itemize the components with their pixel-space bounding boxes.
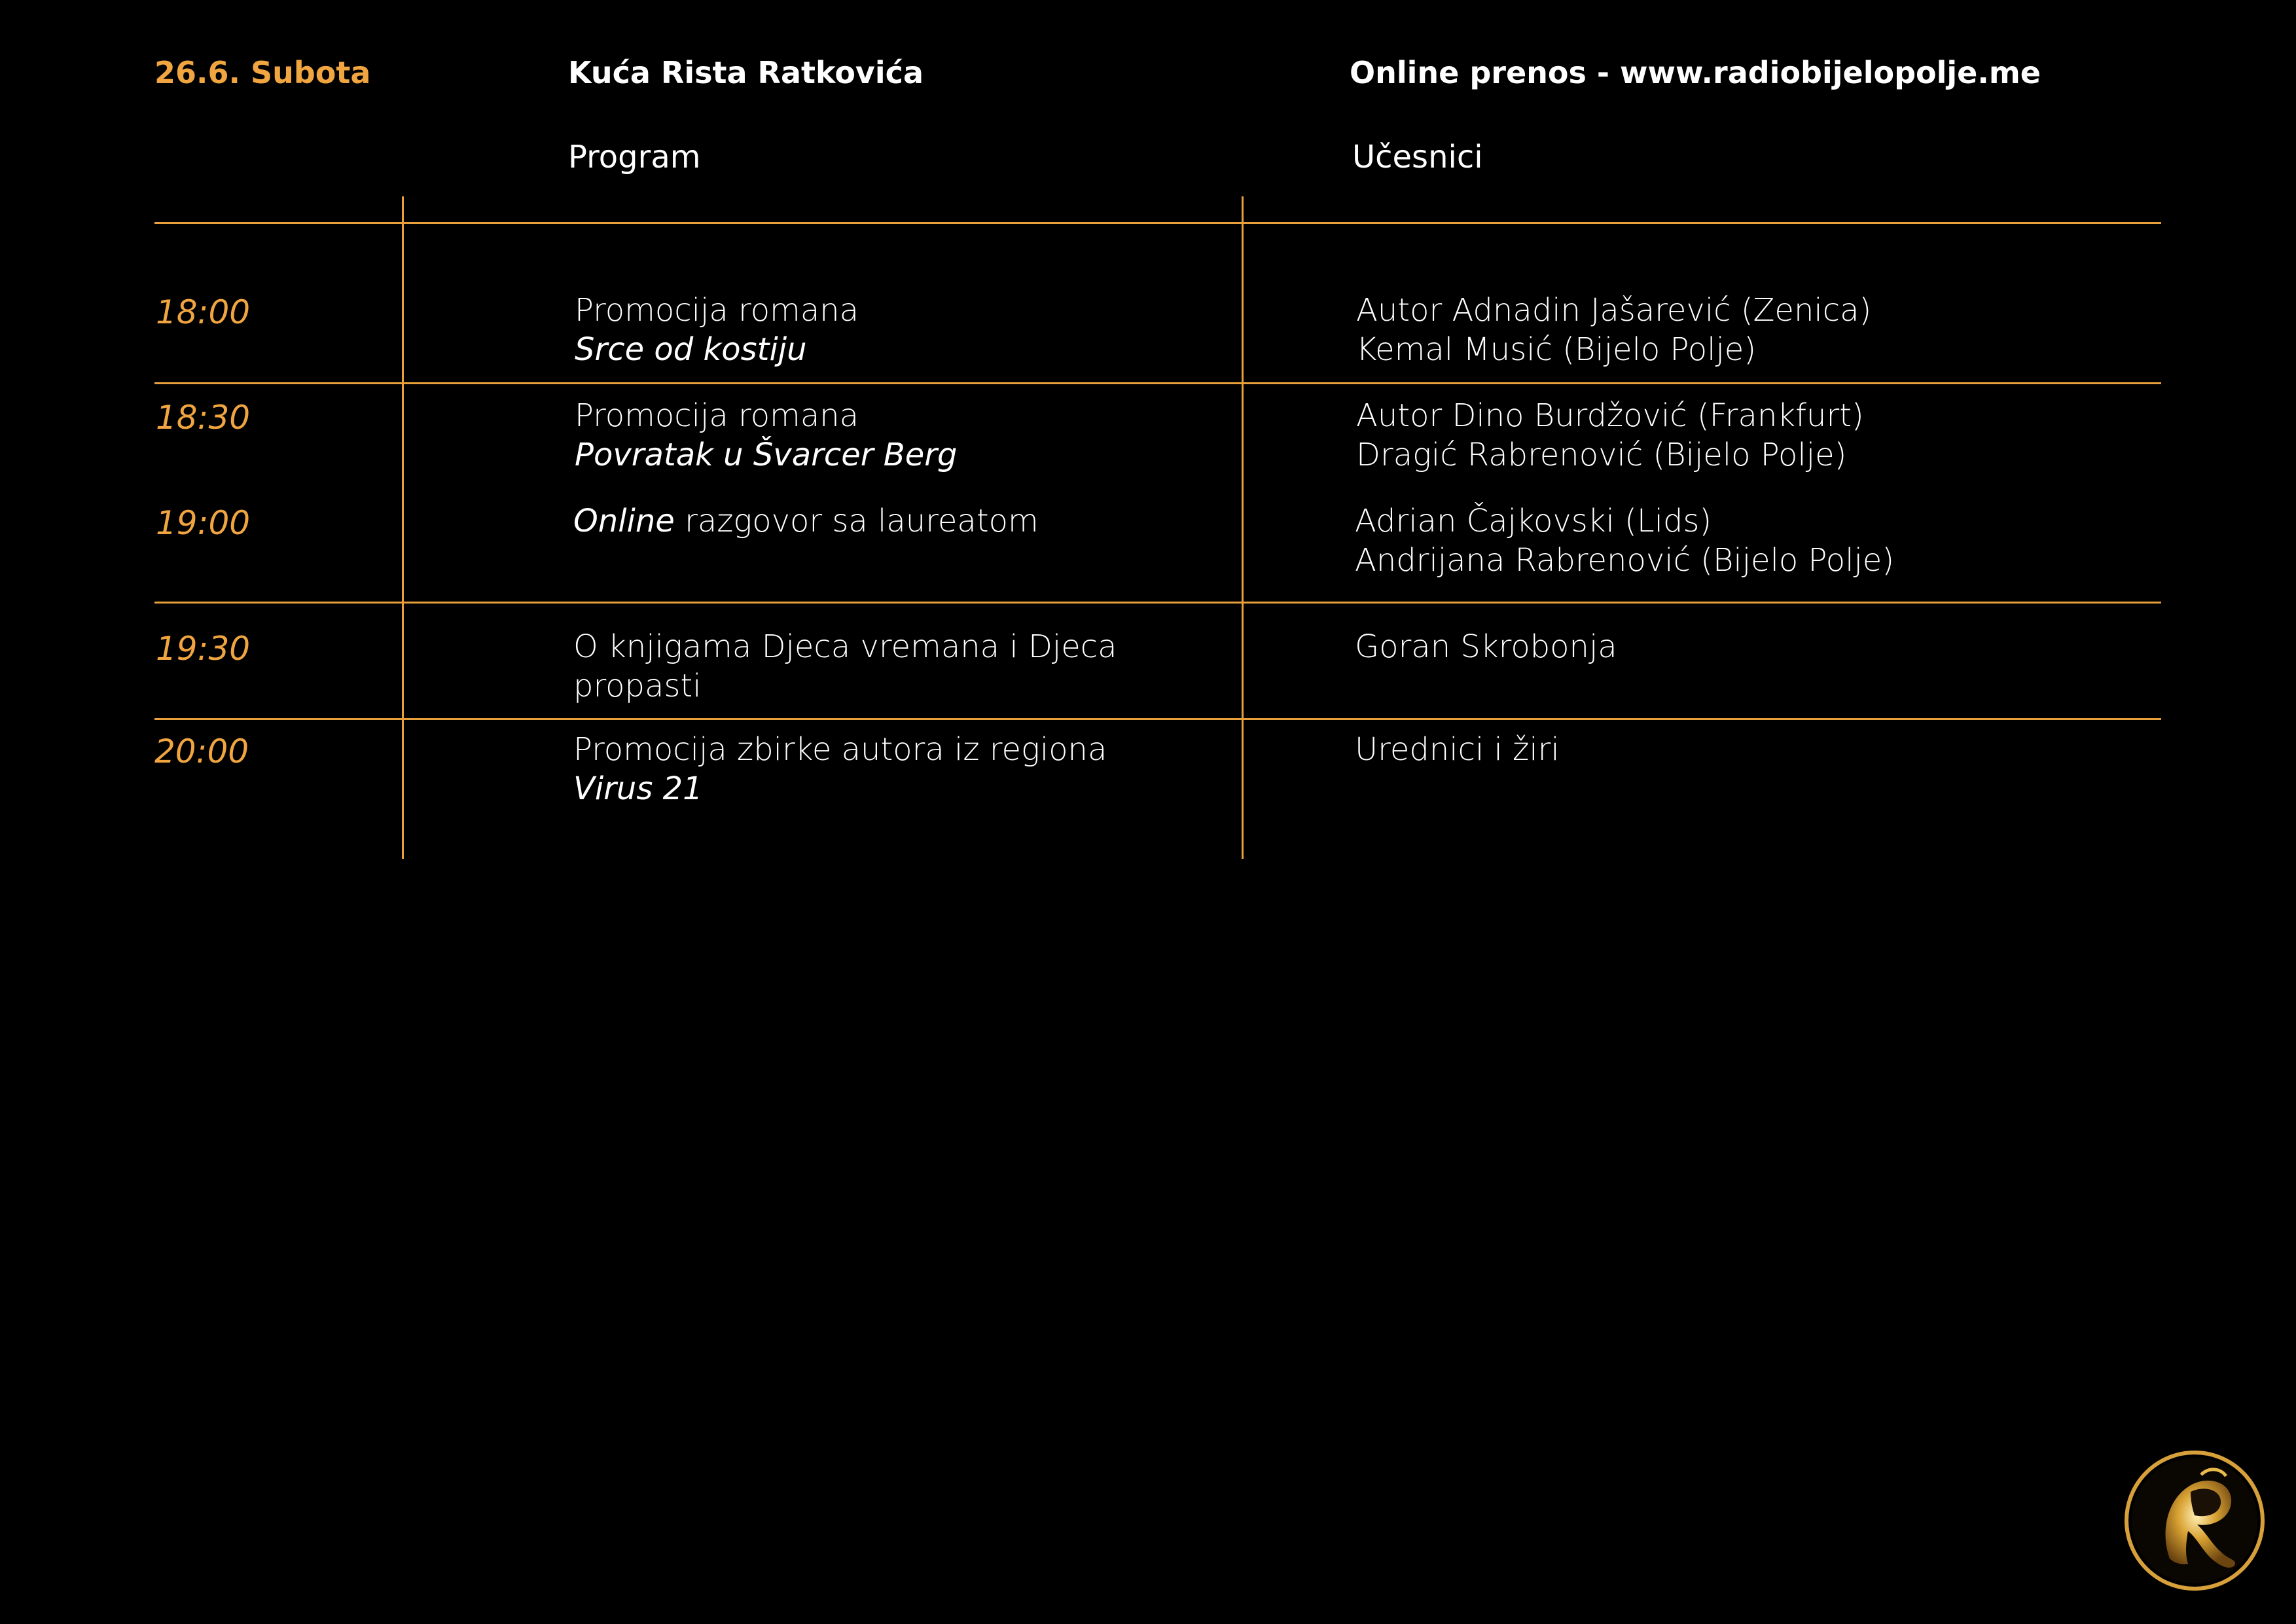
program-text: Promocija zbirke autora iz regiona: [573, 731, 1107, 768]
row-program: [573, 627, 1117, 706]
column-header-participants: Učesnici: [1352, 139, 1483, 175]
venue-title: Kuća Rista Ratkovića: [568, 55, 924, 90]
participant: Urednici i žiri: [1355, 731, 1560, 768]
participant: Kemal Musić (Bijelo Polje): [1356, 331, 1757, 368]
program-title: Srce od kostiju: [575, 331, 807, 368]
participant: Goran Skrobonja: [1355, 628, 1617, 665]
row-divider: [154, 602, 2161, 604]
row-participants: [1355, 730, 1560, 769]
row-program: [573, 730, 1107, 808]
participant: Dragić Rabrenović (Bijelo Polje): [1356, 437, 1847, 473]
row-time: 19:00: [156, 504, 251, 542]
row-participants: [1356, 291, 1871, 369]
row-participants: [1355, 627, 1617, 666]
program-title: Virus 21: [573, 770, 703, 807]
program-text: Promocija romana: [575, 397, 859, 434]
program-text: razgovor sa laureatom: [674, 503, 1039, 539]
participant: Autor Dino Burdžović (Frankfurt): [1356, 397, 1864, 434]
participant: Adrian Čajkovski (Lids): [1355, 503, 1712, 539]
row-divider: [154, 718, 2161, 720]
table-header-divider: [154, 222, 2161, 224]
row-program: [575, 291, 859, 369]
event-date: 26.6. Subota: [154, 55, 371, 90]
program-title: Povratak u Švarcer Berg: [575, 437, 958, 473]
participant: Andrijana Rabrenović (Bijelo Polje): [1355, 542, 1895, 579]
row-divider: [154, 382, 2161, 384]
stream-info: Online prenos - www.radiobijelopolje.me: [1350, 55, 2041, 90]
participant: Autor Adnadin Jašarević (Zenica): [1356, 292, 1872, 329]
row-program: [573, 501, 1039, 541]
program-online-tag: Online: [573, 503, 675, 539]
row-participants: [1356, 396, 1864, 475]
row-time: 19:30: [156, 630, 251, 668]
row-participants: [1355, 501, 1894, 580]
golden-r-emblem-icon: [2123, 1449, 2267, 1593]
program-text: propasti: [573, 668, 702, 704]
row-time: 18:00: [156, 293, 251, 331]
column-divider: [1242, 196, 1244, 859]
program-text: Promocija romana: [575, 292, 859, 329]
program-text: O knjigama Djeca vremana i Djeca: [573, 628, 1117, 665]
row-time: 18:30: [156, 399, 251, 437]
row-time: 20:00: [154, 732, 249, 770]
column-divider: [402, 196, 404, 859]
row-program: [575, 396, 957, 475]
column-header-program: Program: [568, 139, 701, 175]
